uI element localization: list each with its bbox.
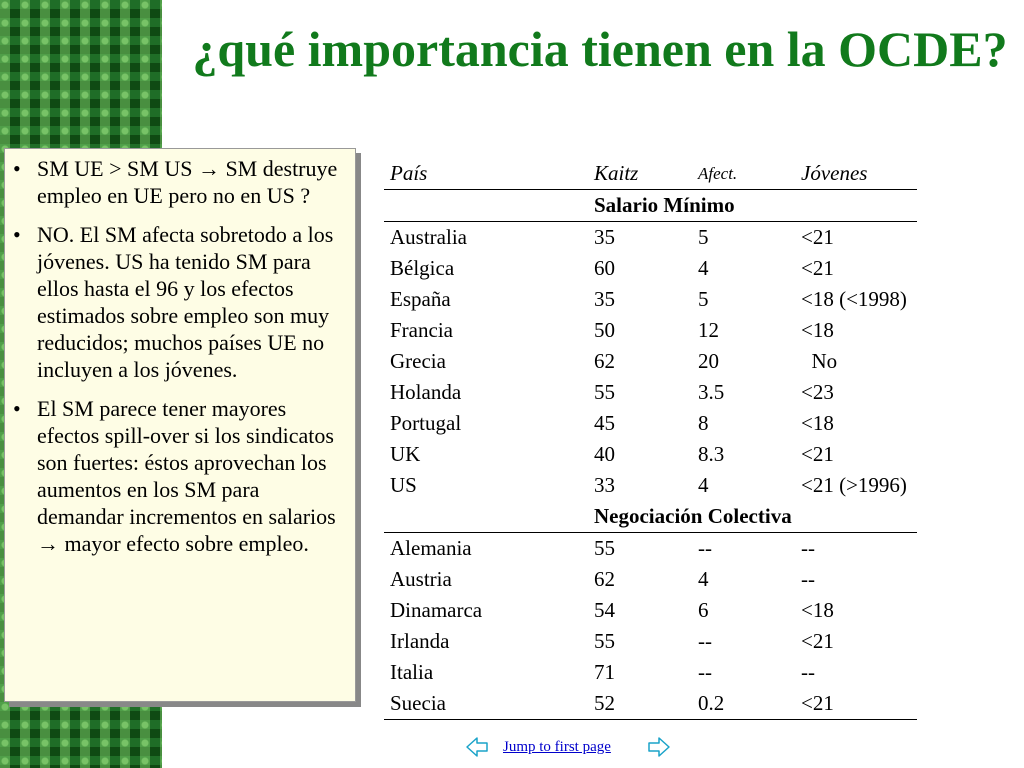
table-cell: 35: [594, 287, 615, 311]
table-row: [384, 595, 917, 626]
jump-to-first-page-link[interactable]: Jump to first page: [503, 739, 611, 755]
bullet-item: [13, 221, 351, 383]
table-cell: 8: [698, 411, 709, 435]
table-cell: Alemania: [390, 536, 472, 560]
table-cell: Francia: [390, 318, 453, 342]
table-cell: <21: [801, 629, 834, 653]
table-row: [384, 564, 917, 595]
table-row: [384, 315, 917, 346]
bullet-text: NO. El SM afecta sobretodo a los jóvenes. US ha tenido SM para ellos hasta el 96 y los efectos estimados sobre empleo son muy reducidos; muchos países UE no incluyen a los jóvenes.: [37, 222, 334, 382]
table-cell: 55: [594, 536, 615, 560]
section-header-row: [384, 190, 917, 222]
section-header-row: [384, 501, 917, 533]
table-cell: Dinamarca: [390, 598, 483, 622]
table-cell: --: [698, 660, 712, 684]
table-cell: 33: [594, 473, 615, 497]
table-cell: 52: [588, 688, 692, 720]
header-cell: Afect.: [692, 158, 795, 190]
table-cell: Australia: [390, 225, 467, 249]
table-cell: Holanda: [390, 380, 462, 404]
table-cell: 20: [698, 349, 719, 373]
table-cell: 62: [594, 349, 615, 373]
arrow-right-icon[interactable]: [647, 735, 671, 759]
table-cell: Suecia: [384, 688, 588, 720]
table-row: [384, 533, 917, 565]
bullet-text: El SM parece tener mayores efectos spill-over si los sindicatos son fuertes: éstos aprovechan los aumentos en los SM para demandar incrementos en salarios → mayor efecto sobre empleo.: [37, 396, 336, 556]
table-cell: <23: [801, 380, 834, 404]
table-cell: 12: [698, 318, 719, 342]
table-row: [384, 657, 917, 688]
table-cell: 45: [594, 411, 615, 435]
data-table: [384, 158, 917, 720]
table-cell: <21: [801, 442, 834, 466]
bullet-text: SM UE > SM US → SM destruye empleo en UE pero no en US ?: [37, 156, 338, 208]
table-cell: Portugal: [390, 411, 462, 435]
table-cell: --: [801, 660, 815, 684]
table-row: [384, 253, 917, 284]
section-title: Negociación Colectiva: [588, 501, 917, 533]
table-cell: <21: [795, 688, 917, 720]
table-cell: <21: [801, 256, 834, 280]
table-cell: --: [698, 536, 712, 560]
header-cell: Kaitz: [588, 158, 692, 190]
bullet-list: [5, 149, 355, 557]
table-cell: 0.2: [692, 688, 795, 720]
table-cell: 55: [594, 380, 615, 404]
table-cell: 55: [594, 629, 615, 653]
header-cell: Jóvenes: [795, 158, 917, 190]
table-cell: 4: [698, 567, 709, 591]
bullet-mark: •: [13, 222, 21, 247]
table-row: [384, 688, 917, 720]
table-cell: US: [390, 473, 417, 497]
table-cell: Irlanda: [390, 629, 450, 653]
table-cell: <21 (>1996): [801, 473, 907, 497]
table-cell: 35: [594, 225, 615, 249]
table-row: [384, 284, 917, 315]
slide-title: ¿qué importancia tienen en la OCDE?: [192, 21, 1008, 77]
table-cell: 50: [594, 318, 615, 342]
arrow-left-icon[interactable]: [465, 735, 489, 759]
table-cell: Italia: [390, 660, 434, 684]
table-cell: --: [801, 567, 815, 591]
section-title: Salario Mínimo: [588, 190, 917, 222]
table-row: [384, 222, 917, 254]
table-cell: UK: [390, 442, 421, 466]
table-cell: 60: [594, 256, 615, 280]
table-cell: --: [801, 536, 815, 560]
table-row: [384, 470, 917, 501]
table-cell: Grecia: [390, 349, 446, 373]
table-cell: 71: [594, 660, 615, 684]
table-cell: 4: [698, 473, 709, 497]
table-cell: 5: [698, 225, 709, 249]
table-cell: 62: [594, 567, 615, 591]
table-cell: <21: [801, 225, 834, 249]
table-cell: --: [698, 629, 712, 653]
footer-nav: [465, 735, 675, 761]
section-spacer-cell: [384, 501, 588, 533]
table-cell: 6: [698, 598, 709, 622]
table-cell: Austria: [390, 567, 452, 591]
table-row: [384, 346, 917, 377]
table-row: [384, 626, 917, 657]
table-cell: 3.5: [698, 380, 725, 404]
table-cell: <18 (<1998): [801, 287, 907, 311]
table-cell: 54: [594, 598, 615, 622]
table-row: [384, 439, 917, 470]
table-cell: España: [390, 287, 451, 311]
table-cell: 5: [698, 287, 709, 311]
bullet-mark: •: [13, 156, 21, 181]
table-cell: No: [801, 349, 838, 373]
header-cell: País: [384, 158, 588, 190]
bullet-mark: •: [13, 396, 21, 421]
bullet-item: [13, 395, 351, 557]
table-cell: Bélgica: [390, 256, 455, 280]
table-cell: <18: [801, 318, 834, 342]
table-header-row: [384, 158, 917, 190]
table-row: [384, 408, 917, 439]
section-spacer-cell: [384, 190, 588, 222]
table-cell: <18: [801, 598, 834, 622]
table-cell: 4: [698, 256, 709, 280]
bullet-item: [13, 155, 351, 209]
table-row: [384, 377, 917, 408]
table-cell: 8.3: [698, 442, 725, 466]
table-cell: <18: [801, 411, 834, 435]
bullet-box: [4, 148, 356, 702]
table-cell: 40: [594, 442, 615, 466]
